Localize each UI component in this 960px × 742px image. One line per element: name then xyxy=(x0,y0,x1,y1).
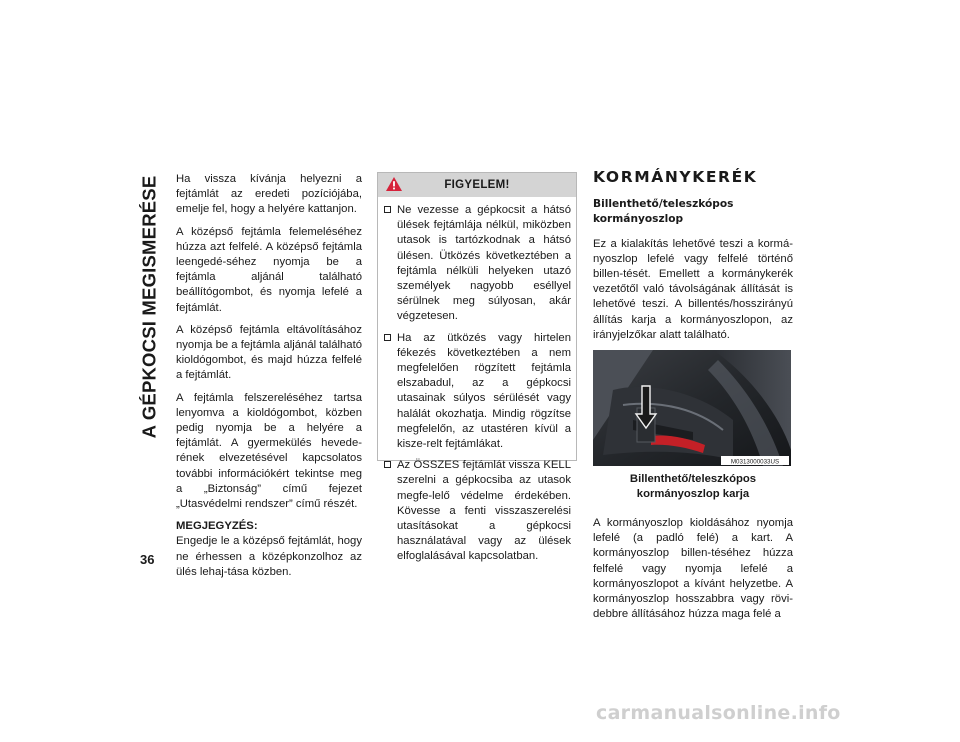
image-code: M0313000033US xyxy=(730,458,780,466)
warning-triangle-icon xyxy=(385,176,403,192)
warning-header xyxy=(378,173,576,197)
checkbox-bullet-icon xyxy=(384,461,391,468)
paragraph: Ha vissza kívánja helyezni a fejtámlát az eredeti pozíciójába, emelje fel, hogy a helyére kattanjon. xyxy=(176,173,362,216)
paragraph: Ez a kialakítás lehetővé teszi a kormá-nyoszlop lefelé vagy felfelé történő billen-tését. Emellett a kormánykerék vezetőtől való távolságának állítását is lehetővé teszi. A billentés/hosszirányú állítás karja a kormányoszlopon, az irányjelzőkar alatt található. xyxy=(593,237,793,341)
watermark: carmanualsonline.info xyxy=(596,702,841,724)
warning-item-text: Ne vezesse a gépkocsit a hátsó ülések fejtámlája nélkül, miközben utasok is tartózkodnak a hátsó ülésen. Ütközés következtében a fejtámla nélküli helyeken utazó személyek nagyobb eséllyel sérülnek meg súlyosan, akár végzetesen. xyxy=(397,204,571,323)
warning-box xyxy=(377,172,577,563)
column-3 xyxy=(593,170,793,629)
paragraph: A fejtámla felszereléséhez tartsa lenyomva a kioldógombot, közben pedig nyomja be a helyére a fejtámlát. A gyermekülés hevede-rének elvezetésével kapcsolatos további információkért tekintse meg a „Biztonság” című fejezet „Utasvédelmi rendszer” című részét. xyxy=(176,391,362,511)
warning-item xyxy=(384,458,571,564)
warning-item-text: Ha az ütközés vagy hirtelen fékezés következtében a nem megfelelően rögzített fejtámla elszabadul, az a gépkocsi utasainak súlyos sérülését vagy halálát okozhatja. Mindig rögzítse megfelelőn, az utastéren kívül a kisze-relt fejtámlákat. xyxy=(397,331,571,451)
checkbox-bullet-icon xyxy=(384,334,391,341)
paragraph: A kormányoszlop kioldásához nyomja lefelé (a padló felé) a kart. A kormányoszlop billen-téséhez húzza felfelé vagy nyomja lefelé a kormányoszlopot a kívánt helyzetbe. A kormányoszlop hosszabbra vagy rövi-debbre állításához húzza maga felé a xyxy=(593,517,793,621)
warning-item xyxy=(384,331,571,453)
note-text: Engedje le a középső fejtámlát, hogy ne érhessen a középkonzolhoz az ülés lehaj-tása közben. xyxy=(176,535,362,578)
paragraph: A középső fejtámla felemeléséhez húzza azt felfelé. A középső fejtámla leengedé-séhez nyomja be a fejtámla aljánál található beállítógombot, és nyomja lefelé a fejtámlát. xyxy=(176,225,362,314)
figure-caption: Billenthető/teleszkópos kormányoszlop karja xyxy=(629,473,757,501)
warning-item xyxy=(384,203,571,325)
paragraph: A középső fejtámla eltávolításához nyomja be a fejtámla aljánál található kioldógombot, és majd húzza felfelé a fejtámlát. xyxy=(176,323,362,382)
steering-column-lever-photo xyxy=(593,350,791,466)
warning-title: FIGYELEM! xyxy=(444,179,510,191)
chapter-side-title xyxy=(136,176,162,438)
column-1 xyxy=(176,172,362,587)
subsection-title: Billenthető/teleszkópos kormányoszlop xyxy=(593,198,734,226)
checkbox-bullet-icon xyxy=(384,206,391,213)
page-number: 36 xyxy=(140,552,155,567)
warning-list xyxy=(378,197,576,565)
steering-column-illustration xyxy=(593,350,791,466)
chapter-side-title-text: A GÉPKOCSI MEGISMERÉSE xyxy=(138,175,160,439)
warning-item-text: Az ÖSSZES fejtámlát vissza KELL szerelni a gépkocsiba az utasok megfe-lelő védelme érdekében. Kövesse a fenti visszaszerelési utasításokat a gépkocsi használatával vagy az ülések elfoglalásával kapcsolatban. xyxy=(397,459,571,563)
note-title: MEGJEGYZÉS: xyxy=(176,520,258,533)
section-title: KORMÁNYKERÉK xyxy=(593,168,758,186)
